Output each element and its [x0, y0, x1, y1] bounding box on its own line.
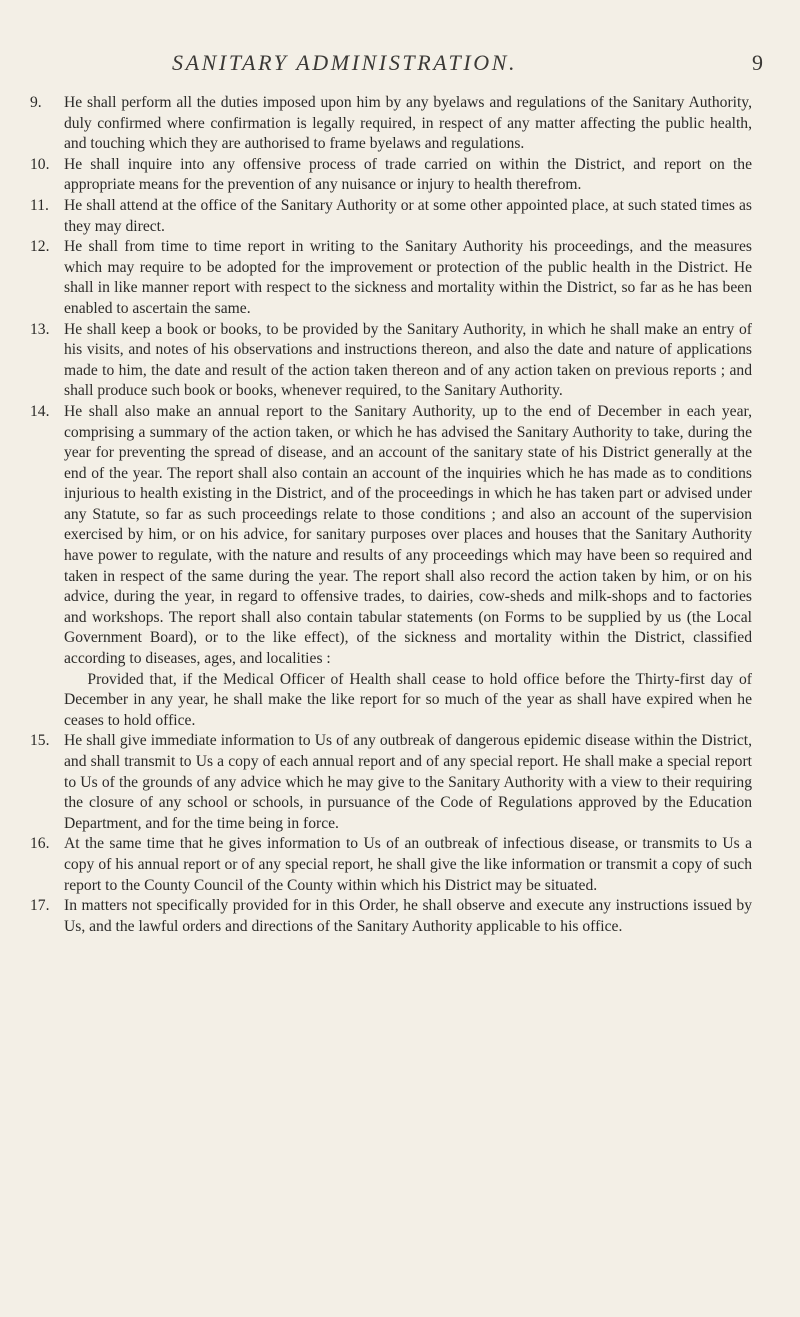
- paragraph-number: 11.: [30, 196, 49, 214]
- paragraph-17: [30, 896, 752, 937]
- paragraph-number: 13.: [30, 320, 50, 338]
- paragraph-15: [30, 731, 752, 834]
- paragraph-text: He shall from time to time report in writing to the Sanitary Authority his proceedings, and the measures which may require to be adopted for the improvement or protection of the public health in the District. He shall in like manner report with respect to the sickness and mortality within the District, so far as he has been enabled to ascertain the same.: [64, 238, 752, 317]
- running-title: SANITARY ADMINISTRATION.: [172, 50, 518, 75]
- paragraph-number: 15.: [30, 732, 50, 750]
- paragraph-text: At the same time that he gives information to Us of an outbreak of infectious disease, or transmits to Us a copy of his annual report or of any special report, he shall give the like information or transmit a copy of such report to the County Council of the County within which his District may be situated.: [64, 835, 752, 894]
- page-number: 9: [752, 50, 763, 75]
- paragraph-number: 14.: [30, 402, 50, 420]
- paragraph-13: [30, 320, 752, 402]
- paragraph-text: He shall also make an annual report to the Sanitary Authority, up to the end of December in each year, comprising a summary of the action taken, or which he has advised the Sanitary Authority to take, during the year for preventing the spread of disease, and an account of the sanitary state of his District generally at the end of the year. The report shall also contain an account of the inquiries which he has made as to conditions injurious to health existing in the District, and of the proceedings in which he has taken part or advised under any Statute, so far as such proceedings relate to those conditions ; and also an account of the supervision exercised by him, or on his advice, for sanitary purposes over places and houses that the Sanitary Authority have power to regulate, with the nature and results of any proceedings which may have been so required and taken in respect of the same during the year. The report shall also record the action taken by him, or on his advice, during the year, in regard to offensive trades, to dairies, cow-sheds and milk-shops and to factories and workshops. The report shall also contain tabular statements (on Forms to be supplied by us (the Local Government Board), or to the like effect), of the sickness and mortality within the District, classified according to diseases, ages, and localities :: [64, 402, 752, 668]
- paragraph-11: [30, 196, 752, 237]
- paragraph-9: [30, 93, 752, 155]
- paragraph-text: He shall keep a book or books, to be provided by the Sanitary Authority, in which he shall make an entry of his visits, and notes of his observations and instructions thereon, and also the date and nature of applications made to him, the date and result of the action taken thereon and of any action taken on previous reports ; and shall produce such book or books, whenever required, to the Sanitary Authority.: [64, 320, 752, 400]
- paragraph-number: 17.: [30, 897, 50, 915]
- paragraph-text: He shall inquire into any offensive process of trade carried on within the District, and report on the appropriate means for the prevention of any nuisance or injury to health therefrom.: [64, 155, 752, 194]
- paragraph-12: [30, 237, 752, 319]
- paragraph-10: [30, 155, 752, 196]
- paragraph-14: [30, 402, 752, 732]
- paragraph-text: He shall attend at the office of the Sanitary Authority or at some other appointed place, at such stated times as they may direct.: [64, 196, 752, 235]
- paragraph-number: 12.: [30, 238, 50, 256]
- proviso-body: Provided that, if the Medical Officer of Health shall cease to hold office before the Thirty-first day of December in any year, he shall make the like report for so much of the year as shall have expired when he ceases to hold office.: [64, 670, 752, 729]
- running-head: [0, 50, 800, 80]
- proviso-text: [64, 670, 752, 732]
- paragraph-text: He shall perform all the duties imposed upon him by any byelaws and regulations of the Sanitary Authority, duly confirmed where confirmation is legally required, in respect of any matter affecting the public health, and touching which they are authorised to frame byelaws and regulations.: [64, 94, 752, 153]
- paragraph-number: 16.: [30, 835, 50, 853]
- paragraph-text: In matters not specifically provided for in this Order, he shall observe and execute any instructions issued by Us, and the lawful orders and directions of the Sanitary Authority applicable to his office.: [64, 897, 752, 935]
- paragraph-16: [30, 834, 752, 896]
- paragraph-number: 10.: [30, 155, 50, 173]
- paragraph-number: 9.: [30, 94, 42, 111]
- document-body: [30, 93, 752, 937]
- paragraph-text: He shall give immediate information to Us of any outbreak of dangerous epidemic disease within the District, and shall transmit to Us a copy of each annual report and of any special report. He shall make a special report to Us of the grounds of any advice which he may give to the Sanitary Authority with a view to their requiring the closure of any school or schools, in pursuance of the Code of Regulations approved by the Education Department, and for the time being in force.: [64, 732, 752, 832]
